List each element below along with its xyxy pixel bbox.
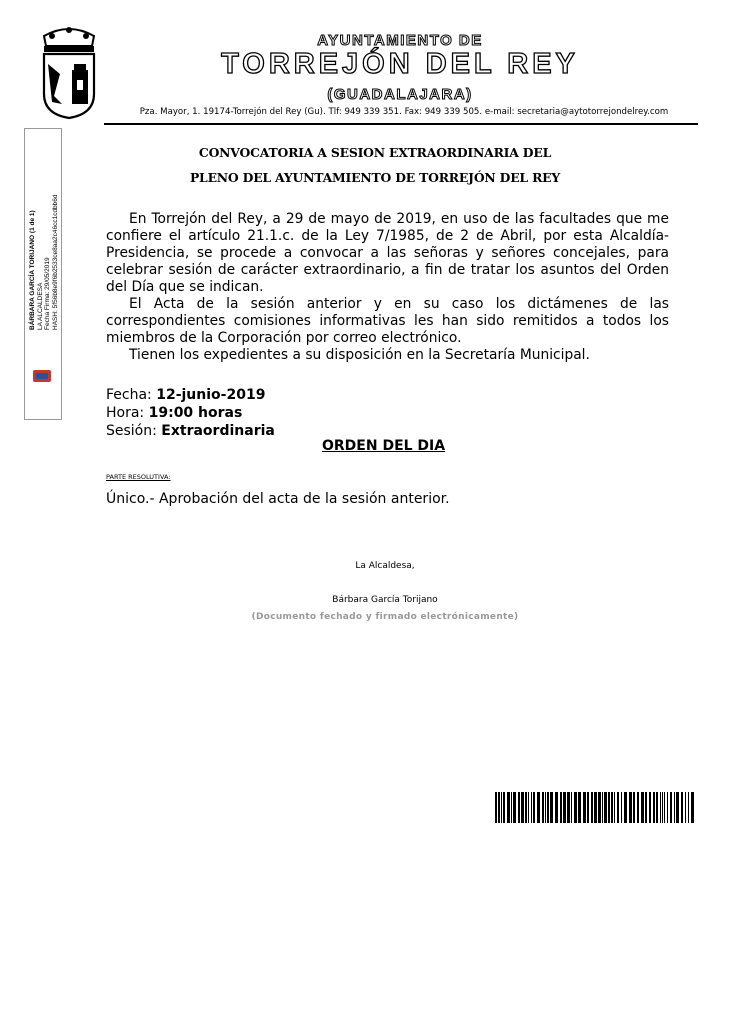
- electronic-seal-icon: [33, 370, 51, 382]
- header-divider: [104, 123, 698, 125]
- date-field: [106, 386, 275, 404]
- barcode-icon: [495, 792, 697, 823]
- body-text: [106, 211, 669, 364]
- municipality-prefix: AYUNTAMIENTO DE: [317, 32, 483, 49]
- session-field: [106, 422, 275, 440]
- date-value: 12-junio-2019: [156, 387, 266, 403]
- paragraph-minutes: El Acta de la sesión anterior y en su caso los dictámenes de las correspondientes comisiones informativas les han sido remitidos a todos los miembros de la Corporación por correo electrónico.: [106, 296, 669, 346]
- signer-role: La Alcaldesa,: [355, 561, 415, 571]
- stamp-date: Fecha Firma: 29/05/2019: [44, 257, 51, 330]
- time-label: Hora:: [106, 405, 149, 421]
- document-title-line2: PLENO DEL AYUNTAMIENTO DE TORREJÓN DEL REY: [189, 170, 561, 185]
- municipality-name: TORREJÓN DEL REY: [221, 48, 579, 80]
- time-value: 19:00 horas: [148, 405, 243, 421]
- time-field: [106, 404, 275, 422]
- agenda-heading: ORDEN DEL DIA: [322, 438, 446, 454]
- paragraph-convocation: En Torrejón del Rey, a 29 de mayo de 2019, en uso de las facultades que me confiere el artículo 21.1.c. de la Ley 7/1985, de 2 de Abril, por esta Alcaldía-Presidencia, se procede a convocar a las señoras y señores concejales, para celebrar sesión de carácter extraordinario, a fin de tratar los asuntos del Orden del Día que se indican.: [106, 211, 669, 295]
- province-name: (GUADALAJARA): [327, 86, 473, 103]
- session-details: [106, 386, 275, 440]
- contact-address: Pza. Mayor, 1. 19174-Torrejón del Rey (Gu). Tlf: 949 339 351. Fax: 949 339 505. e-mail: secretaria@aytotorrejondelrey.com: [139, 107, 669, 117]
- electronic-signature-note: (Documento fechado y firmado electrónicamente): [251, 612, 519, 622]
- session-value: Extraordinaria: [161, 423, 275, 439]
- signer-name: Bárbara García Torijano: [332, 595, 438, 605]
- date-label: Fecha:: [106, 387, 157, 403]
- agenda-item: Único.- Aprobación del acta de la sesión anterior.: [106, 491, 450, 507]
- stamp-hash: HASH: 5f56b8e9f6b2533ce8aa2c46cc1cdbb6d: [51, 194, 59, 330]
- coat-of-arms-icon: [38, 24, 100, 120]
- stamp-role: LA ALCALDESA: [36, 282, 44, 330]
- signature-stamp-text: [29, 130, 59, 330]
- agenda-section-label: PARTE RESOLUTIVA:: [106, 473, 171, 481]
- paragraph-files: Tienen los expedientes a su disposición en la Secretaría Municipal.: [129, 347, 590, 363]
- document-title-line1: CONVOCATORIA A SESION EXTRAORDINARIA DEL: [198, 145, 552, 160]
- session-label: Sesión:: [106, 423, 162, 439]
- stamp-signer: BÁRBARA GARCÍA TORIJANO (1 de 1): [29, 210, 36, 330]
